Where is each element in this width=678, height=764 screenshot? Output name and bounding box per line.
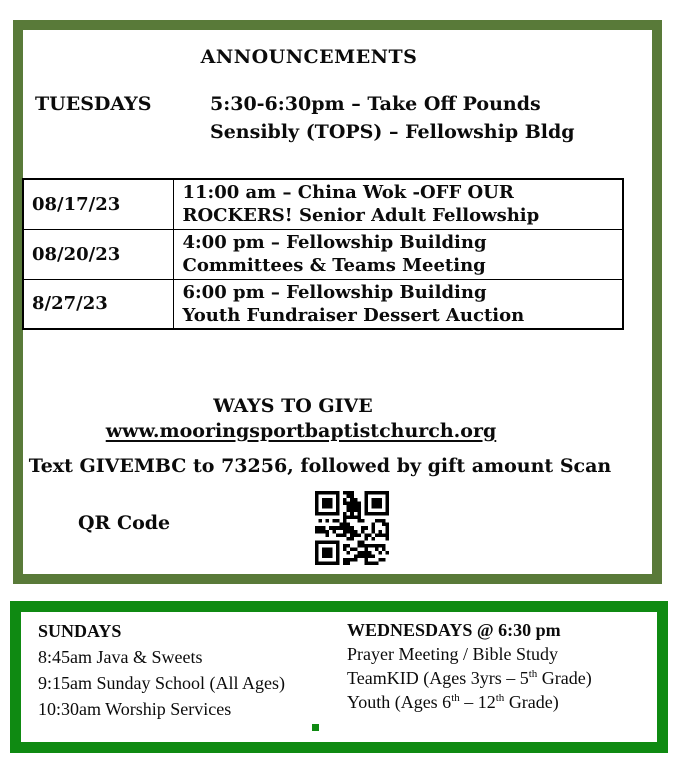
table-row <box>23 229 623 279</box>
event-date-cell <box>23 279 173 329</box>
wednesdays-header: WEDNESDAYS @ 6:30 pm <box>347 620 561 640</box>
tuesdays-event-text <box>210 90 575 146</box>
schedule-line-youth <box>347 690 592 714</box>
event-description-line: 11:00 am – China Wok -OFF OUR <box>182 182 514 204</box>
event-description-cell <box>173 179 623 229</box>
event-description-line: Committees & Teams Meeting <box>182 255 486 276</box>
announcements-box <box>13 20 662 584</box>
schedule-line: 8:45am Java & Sweets <box>38 647 203 667</box>
text-to-give-instructions: Text GIVEMBC to 73256, followed by gift amount Scan <box>28 455 612 477</box>
ways-to-give-title: WAYS TO GIVE <box>213 395 373 417</box>
event-description-cell <box>173 229 623 279</box>
events-table <box>22 178 624 330</box>
announcements-title: ANNOUNCEMENTS <box>200 46 418 68</box>
superscript: th <box>451 692 460 704</box>
schedule-line: Prayer Meeting / Bible Study <box>347 644 558 664</box>
event-description-line: 6:00 pm – Fellowship Building <box>182 281 487 303</box>
event-description-line: ROCKERS! Senior Adult Fellowship <box>182 205 540 227</box>
weekly-schedule-box <box>10 601 668 753</box>
table-row <box>23 179 623 229</box>
text-part: – 12 <box>459 692 496 712</box>
website-row <box>23 420 579 442</box>
text-part: Grade) <box>537 668 592 688</box>
event-date: 08/20/23 <box>32 243 121 265</box>
schedule-line-teamkid <box>347 666 592 690</box>
event-description-line: Youth Fundraiser Dessert Auction <box>182 304 525 326</box>
tuesdays-event-line2: Sensibly (TOPS) – Fellowship Bldg <box>210 121 575 143</box>
sundays-column <box>38 618 285 722</box>
event-date: 08/17/23 <box>32 193 121 215</box>
website-link[interactable]: www.mooringsportbaptistchurch.org <box>105 420 497 442</box>
superscript: th <box>528 668 538 680</box>
table-row <box>23 279 623 329</box>
qr-code-image <box>315 491 389 565</box>
tuesdays-event-line1: 5:30-6:30pm – Take Off Pounds <box>210 93 541 115</box>
schedule-line: 9:15am Sunday School (All Ages) <box>38 673 285 693</box>
superscript: th <box>495 692 505 704</box>
wednesdays-column <box>347 618 592 714</box>
event-date: 8/27/23 <box>32 293 108 315</box>
green-square-bullet <box>312 724 319 731</box>
qr-code-label: QR Code <box>78 512 171 534</box>
event-description-line: 4:00 pm – Fellowship Building <box>182 232 487 253</box>
event-date-cell <box>23 179 173 229</box>
event-date-cell <box>23 229 173 279</box>
text-part: TeamKID (Ages 3yrs – 5 <box>347 668 529 688</box>
text-part: Grade) <box>504 692 559 712</box>
text-part: Youth (Ages 6 <box>347 692 452 712</box>
sundays-header: SUNDAYS <box>38 621 122 641</box>
event-description-cell <box>173 279 623 329</box>
tuesdays-label: TUESDAYS <box>35 93 152 115</box>
schedule-line: 10:30am Worship Services <box>38 699 232 719</box>
